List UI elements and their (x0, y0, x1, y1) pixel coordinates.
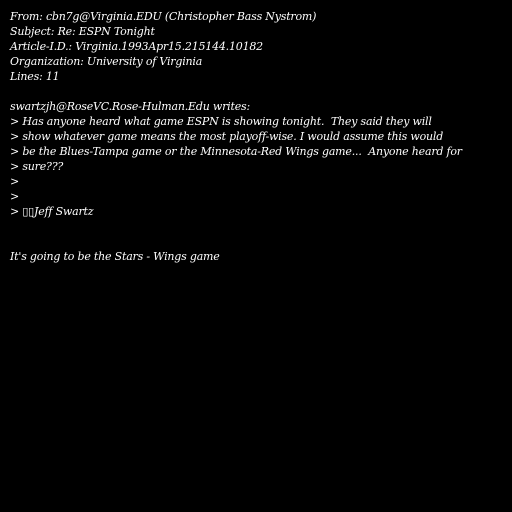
quote-signature: > ▯▯Jeff Swartz (10, 205, 94, 218)
header-from: From: cbn7g@Virginia.EDU (Christopher Bass Nystrom) (10, 10, 317, 23)
quote-line: > (10, 190, 20, 203)
quote-attribution: swartzjh@RoseVC.Rose-Hulman.Edu writes: (10, 100, 250, 113)
quote-line: > sure??? (10, 160, 64, 173)
reply-text: It's going to be the Stars - Wings game (10, 250, 220, 263)
header-organization: Organization: University of Virginia (10, 55, 203, 68)
header-article-id: Article-I.D.: Virginia.1993Apr15.215144.10182 (10, 40, 263, 53)
quote-line: > show whatever game means the most playoff-wise. I would assume this would (10, 130, 444, 143)
header-subject: Subject: Re: ESPN Tonight (10, 25, 155, 38)
quote-line: > (10, 175, 20, 188)
header-lines: Lines: 11 (10, 70, 60, 83)
quote-line: > Has anyone heard what game ESPN is showing tonight. They said they will (10, 115, 432, 128)
quote-line: > be the Blues-Tampa game or the Minnesota-Red Wings game... Anyone heard for (10, 145, 462, 158)
